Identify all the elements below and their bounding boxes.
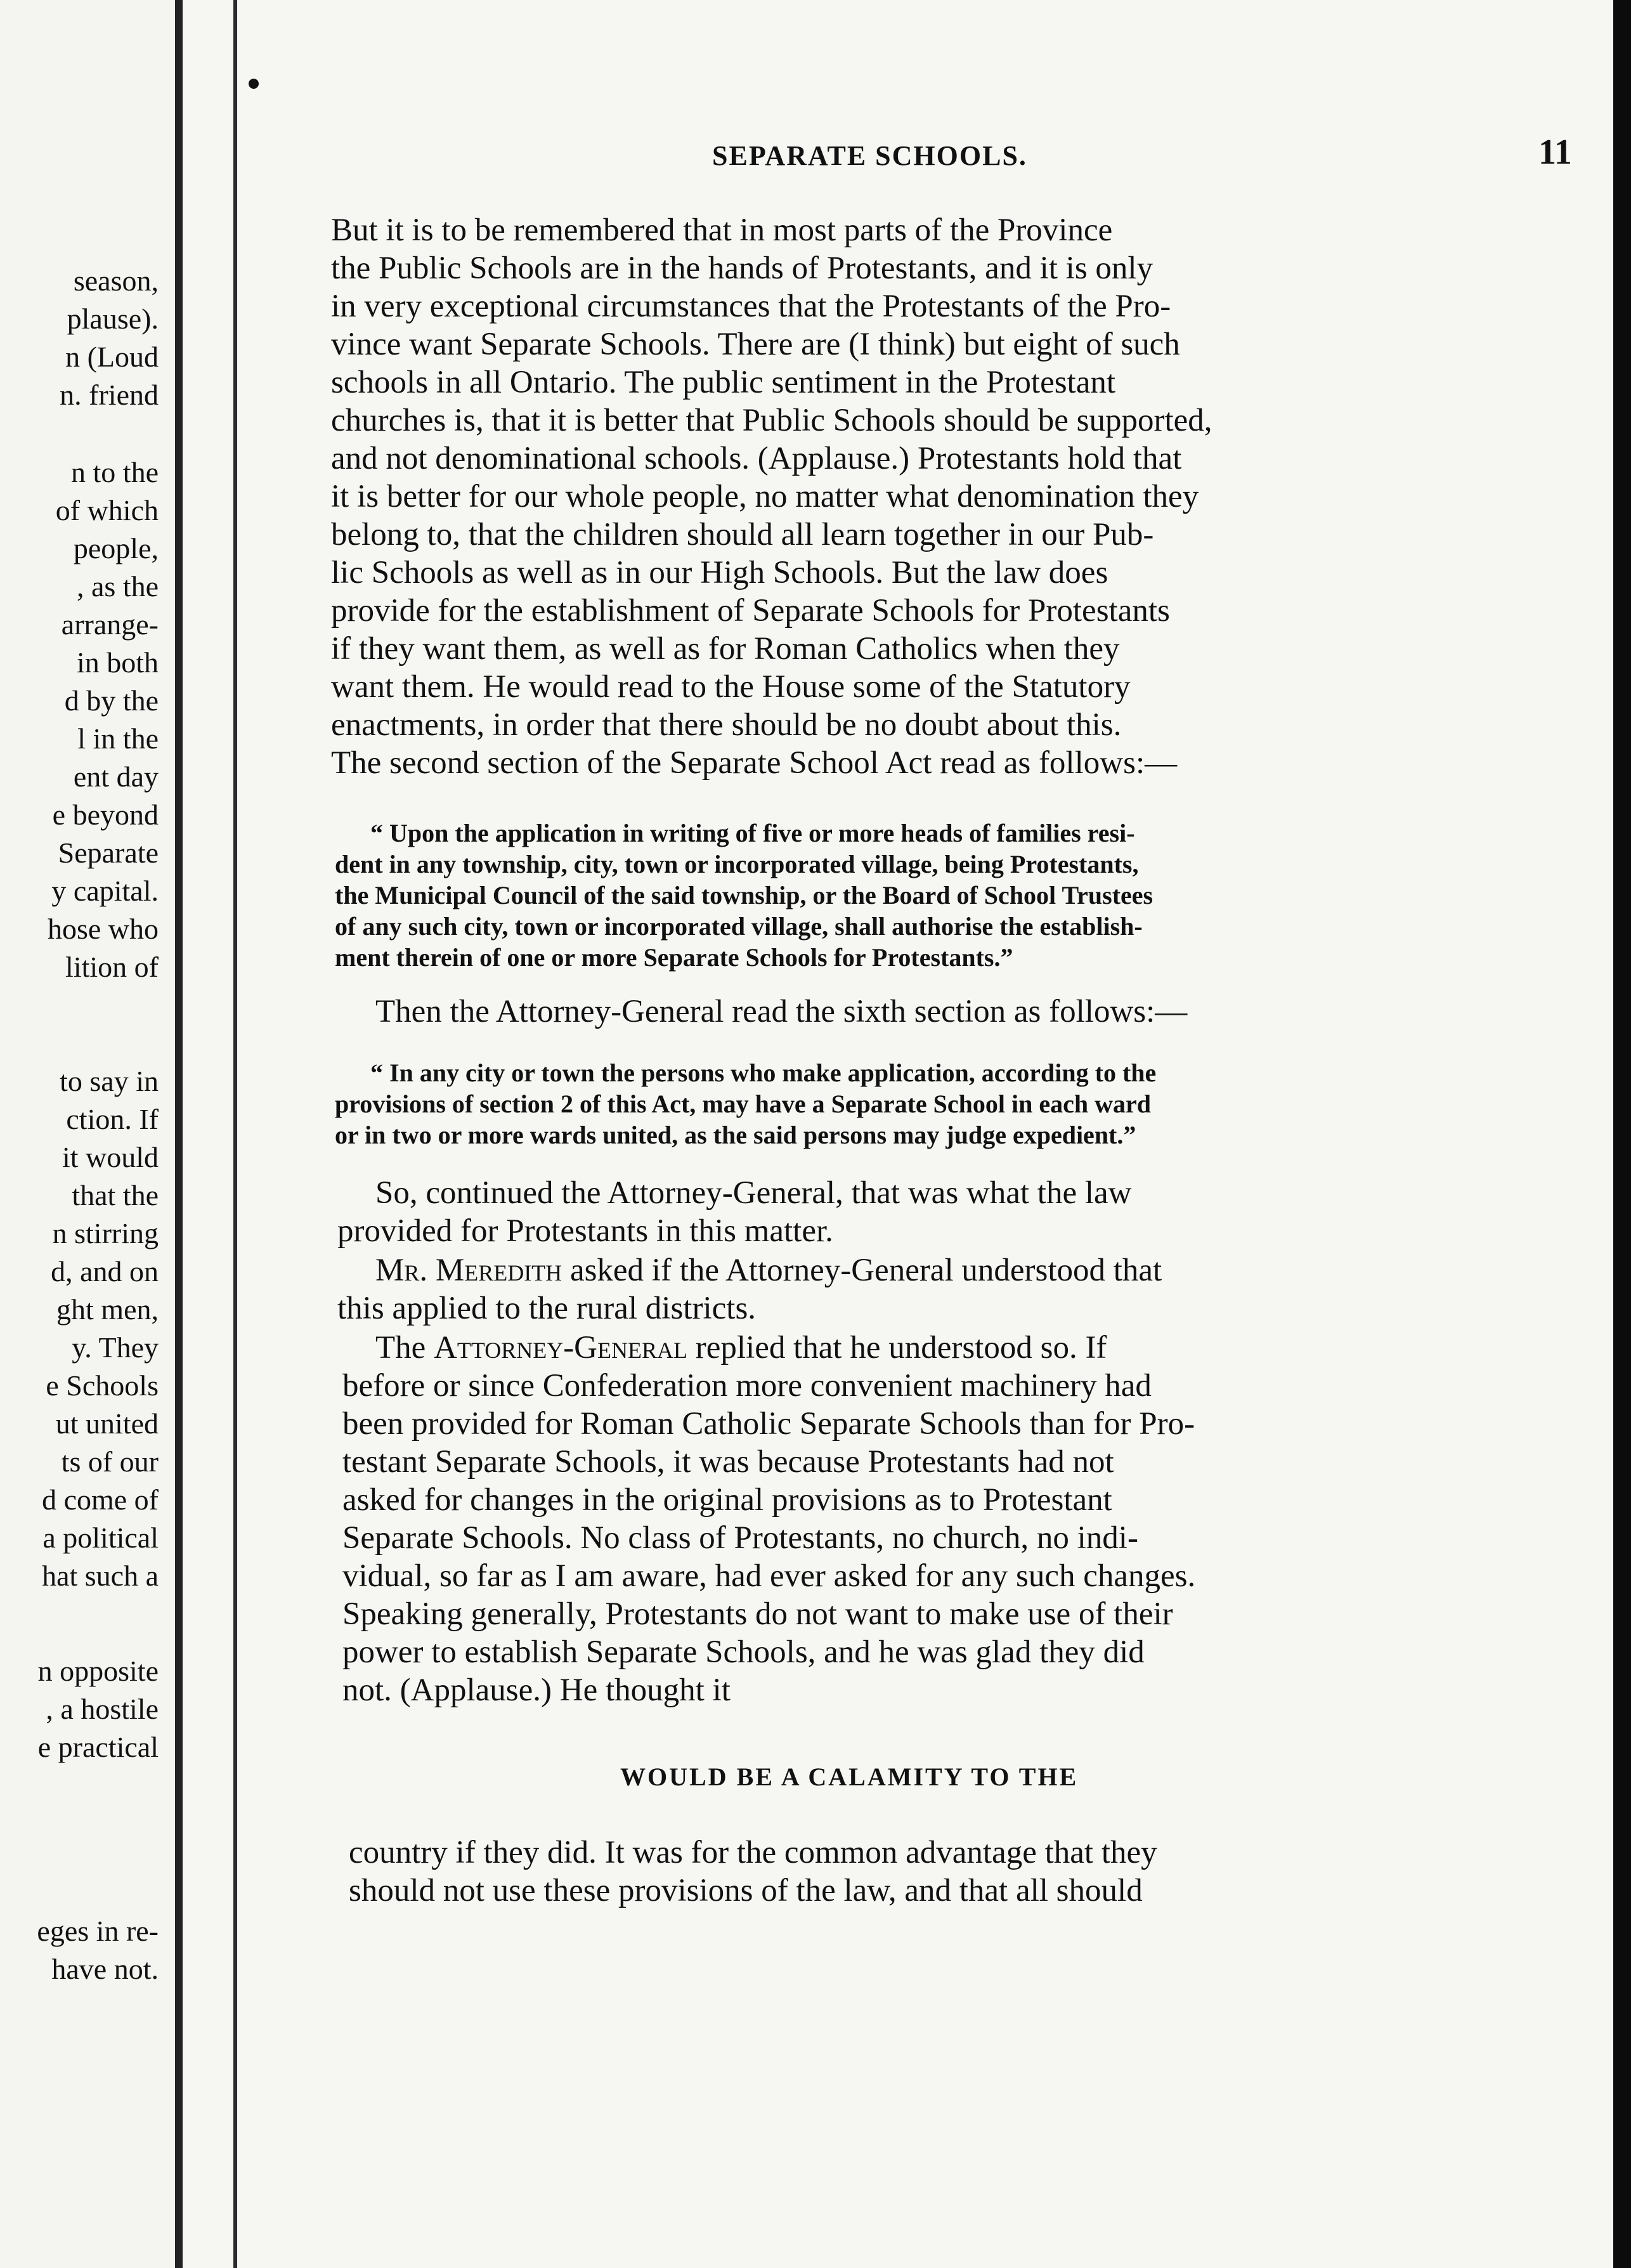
text-line: Then the Attorney-General read the sixth section as follows:— xyxy=(375,994,1188,1029)
left-line: of which xyxy=(55,494,159,526)
quote-line: “ In any city or town the persons who make application, according to the xyxy=(370,1059,1157,1087)
speaker-name: Mr. Meredith xyxy=(375,1253,562,1288)
left-line: ent day xyxy=(73,760,159,793)
left-line: hose who xyxy=(47,913,159,945)
left-line: y. They xyxy=(72,1331,159,1364)
left-line: e Schools xyxy=(46,1369,159,1402)
section-subheading: WOULD BE A CALAMITY TO THE xyxy=(620,1763,1079,1791)
quote-line: of any such city, town or incorporated village, shall authorise the establish- xyxy=(335,912,1143,941)
left-line: that the xyxy=(72,1179,159,1211)
left-line: l in the xyxy=(77,722,159,755)
left-line: ts of our xyxy=(61,1445,159,1478)
left-line: n stirring xyxy=(52,1217,159,1249)
speaker-name: Attorney-General xyxy=(434,1330,687,1365)
text-line: But it is to be remembered that in most parts of the Province xyxy=(331,212,1113,248)
quote-line: dent in any township, city, town or incorporated village, being Protestants, xyxy=(335,850,1139,878)
text-line xyxy=(375,1329,1107,1366)
text-line: not. (Applause.) He thought it xyxy=(342,1672,731,1708)
running-title: SEPARATE SCHOOLS. xyxy=(712,140,1027,171)
text-line: this applied to the rural districts. xyxy=(337,1291,757,1326)
page-gutter xyxy=(175,0,183,2268)
quote-line: provisions of section 2 of this Act, may have a Separate School in each ward xyxy=(335,1090,1152,1118)
binding-shadow xyxy=(233,0,237,2268)
text-line: vince want Separate Schools. There are (I think) but eight of such xyxy=(331,327,1180,362)
ink-spot xyxy=(249,79,259,89)
left-line: it would xyxy=(62,1141,159,1173)
text-line: vidual, so far as I am aware, had ever asked for any such changes. xyxy=(342,1558,1196,1594)
quote-line: “ Upon the application in writing of five or more heads of families resi- xyxy=(370,819,1135,847)
left-line: d by the xyxy=(64,684,159,717)
left-line: n (Loud xyxy=(65,341,159,373)
left-line: lition of xyxy=(65,951,159,983)
text-line: schools in all Ontario. The public sentiment in the Protestant xyxy=(331,365,1116,400)
main-page xyxy=(183,0,1613,2268)
left-line: season, xyxy=(73,264,159,297)
text-line: Separate Schools. No class of Protestants, no church, no indi- xyxy=(342,1520,1138,1556)
quote-line: the Municipal Council of the said township, or the Board of School Trustees xyxy=(335,881,1153,909)
text-line: asked for changes in the original provisions as to Protestant xyxy=(342,1482,1112,1518)
text-line: want them. He would read to the House some of the Statutory xyxy=(331,669,1131,705)
left-line: arrange- xyxy=(61,608,159,641)
left-line: have not. xyxy=(51,1953,159,1985)
left-line: plause). xyxy=(67,303,159,335)
left-line: d come of xyxy=(42,1483,159,1516)
text-line: and not denominational schools. (Applause.) Protestants hold that xyxy=(331,441,1182,476)
left-line: n. friend xyxy=(60,379,159,411)
text-line: provided for Protestants in this matter. xyxy=(337,1213,833,1249)
line-text: The xyxy=(375,1330,434,1365)
text-line: should not use these provisions of the law, and that all should xyxy=(349,1873,1143,1908)
left-line: e practical xyxy=(37,1731,159,1763)
text-line: country if they did. It was for the common advantage that they xyxy=(349,1835,1157,1870)
left-line: y capital. xyxy=(51,875,159,907)
text-line: in very exceptional circumstances that the Protestants of the Pro- xyxy=(331,289,1171,324)
text-line: The second section of the Separate School Act read as follows:— xyxy=(331,745,1178,781)
left-line: in both xyxy=(76,646,159,679)
text-line: So, continued the Attorney-General, that was what the law xyxy=(375,1175,1132,1211)
left-line: eges in re- xyxy=(37,1915,159,1947)
left-line: hat such a xyxy=(42,1560,159,1592)
left-line: ction. If xyxy=(66,1103,159,1135)
quote-line: ment therein of one or more Separate Schools for Protestants.” xyxy=(335,943,1013,972)
text-line: if they want them, as well as for Roman Catholics when they xyxy=(331,631,1120,667)
text-line: been provided for Roman Catholic Separate Schools than for Pro- xyxy=(342,1406,1195,1442)
text-line: Speaking generally, Protestants do not want to make use of their xyxy=(342,1596,1173,1632)
line-text: replied that he understood so. If xyxy=(687,1330,1107,1365)
text-line: power to establish Separate Schools, and he was glad they did xyxy=(342,1634,1145,1670)
left-page-fragment xyxy=(0,0,175,2268)
text-line xyxy=(375,1252,1162,1289)
text-line: provide for the establishment of Separate Schools for Protestants xyxy=(331,593,1170,629)
left-line: e beyond xyxy=(52,798,159,831)
left-line: Separate xyxy=(58,837,159,869)
scan-edge xyxy=(1613,0,1631,2268)
left-line: , a hostile xyxy=(46,1693,159,1725)
text-line: lic Schools as well as in our High Schools. But the law does xyxy=(331,555,1108,590)
left-line: ght men, xyxy=(56,1293,159,1326)
left-line: people, xyxy=(73,532,159,564)
text-line: before or since Confederation more convenient machinery had xyxy=(342,1368,1152,1404)
text-line: it is better for our whole people, no matter what denomination they xyxy=(331,479,1199,514)
left-line: n to the xyxy=(71,456,159,488)
text-line: the Public Schools are in the hands of Protestants, and it is only xyxy=(331,251,1153,286)
quote-line: or in two or more wards united, as the said persons may judge expedient.” xyxy=(335,1121,1136,1149)
left-line: , as the xyxy=(76,570,159,603)
left-line: to say in xyxy=(60,1065,159,1097)
left-line: d, and on xyxy=(51,1255,159,1287)
text-line: churches is, that it is better that Public Schools should be supported, xyxy=(331,403,1212,438)
text-line: enactments, in order that there should be no doubt about this. xyxy=(331,707,1122,743)
text-line: testant Separate Schools, it was because Protestants had not xyxy=(342,1444,1114,1480)
left-line: a political xyxy=(42,1522,159,1554)
text-line: belong to, that the children should all learn together in our Pub- xyxy=(331,517,1154,552)
left-line: ut united xyxy=(55,1407,159,1440)
page-number: 11 xyxy=(1538,133,1572,172)
left-line: n opposite xyxy=(37,1655,159,1687)
line-text: asked if the Attorney-General understood that xyxy=(562,1253,1162,1288)
